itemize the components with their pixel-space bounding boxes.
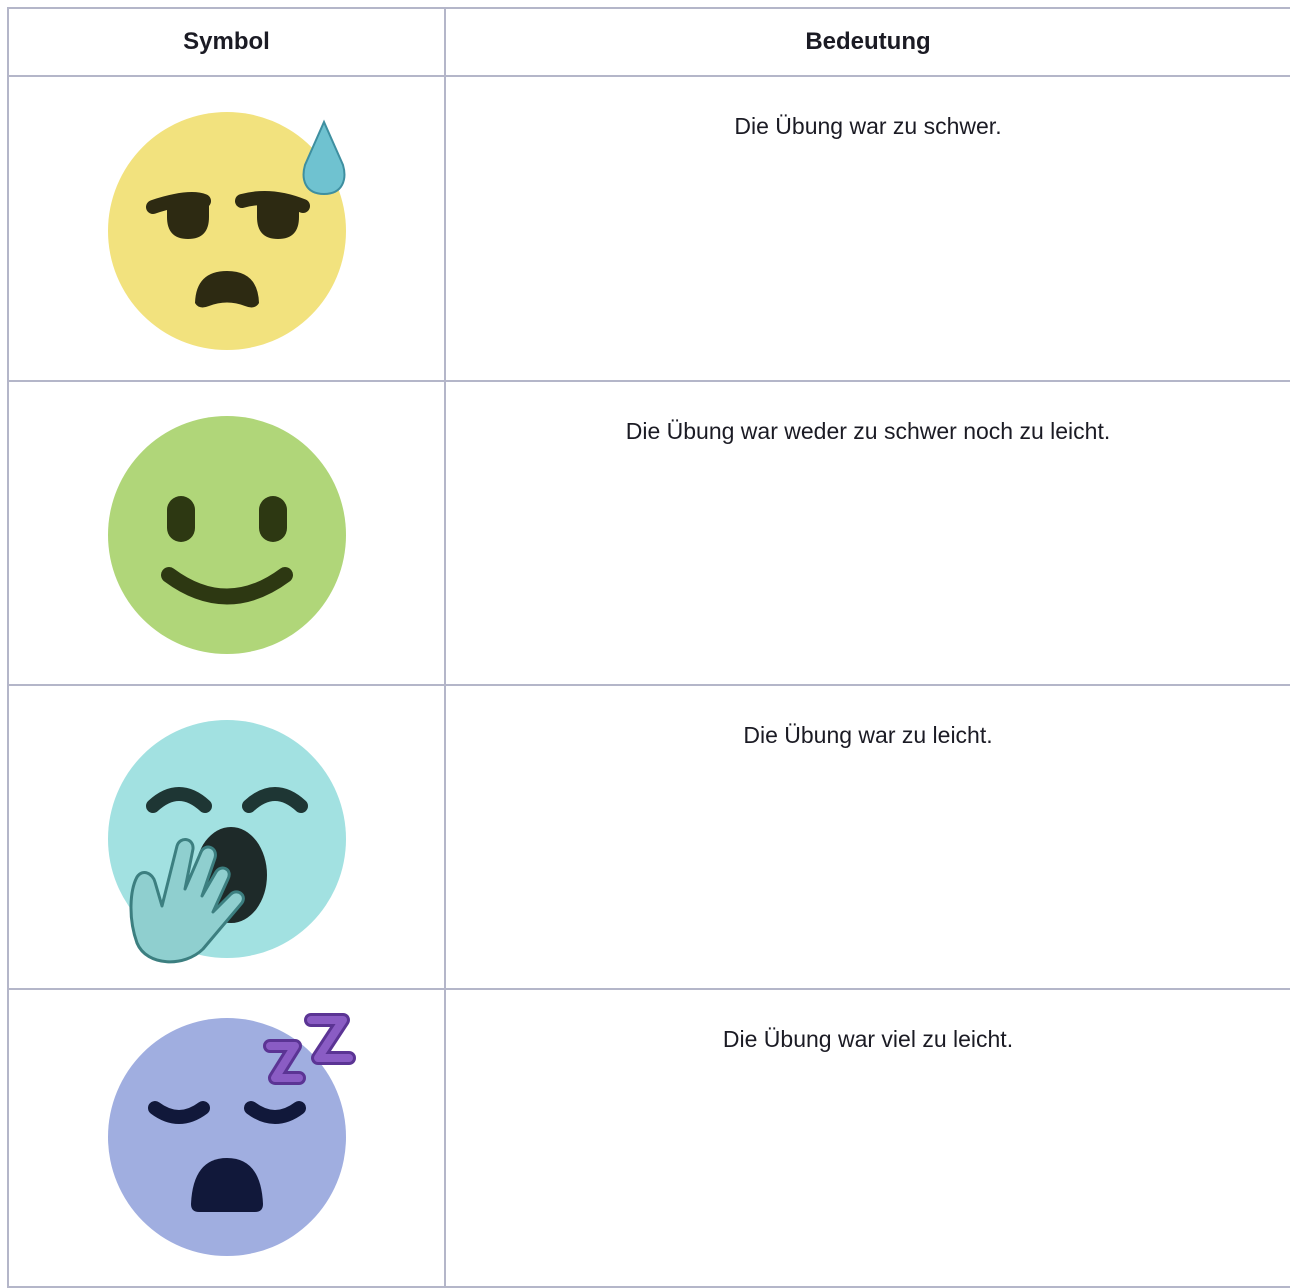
meaning-text: Die Übung war viel zu leicht. [722,1026,1014,1052]
symbol-cell [8,989,445,1287]
symbol-cell [8,76,445,381]
sleeping-face-icon [9,990,446,1286]
table-row [8,381,1290,685]
header-symbol: Symbol [8,8,445,76]
header-meaning: Bedeutung [445,8,1290,76]
meaning-cell [445,685,1290,989]
table-row [8,76,1290,381]
meaning-cell [445,989,1290,1287]
meaning-text: Die Übung war zu schwer. [734,113,1002,139]
meaning-text: Die Übung war weder zu schwer noch zu leicht. [625,418,1111,444]
yawning-face-icon [9,686,446,988]
meaning-cell [445,381,1290,685]
symbol-cell [8,381,445,685]
symbol-cell [8,685,445,989]
table-row [8,989,1290,1287]
smiling-face-icon [9,382,446,684]
table-header-row [8,8,1290,76]
meaning-text: Die Übung war zu leicht. [743,722,993,748]
downcast-face-with-sweat-icon [9,77,446,380]
meaning-cell [445,76,1290,381]
table-row [8,685,1290,989]
symbol-legend-table [7,7,1290,1288]
